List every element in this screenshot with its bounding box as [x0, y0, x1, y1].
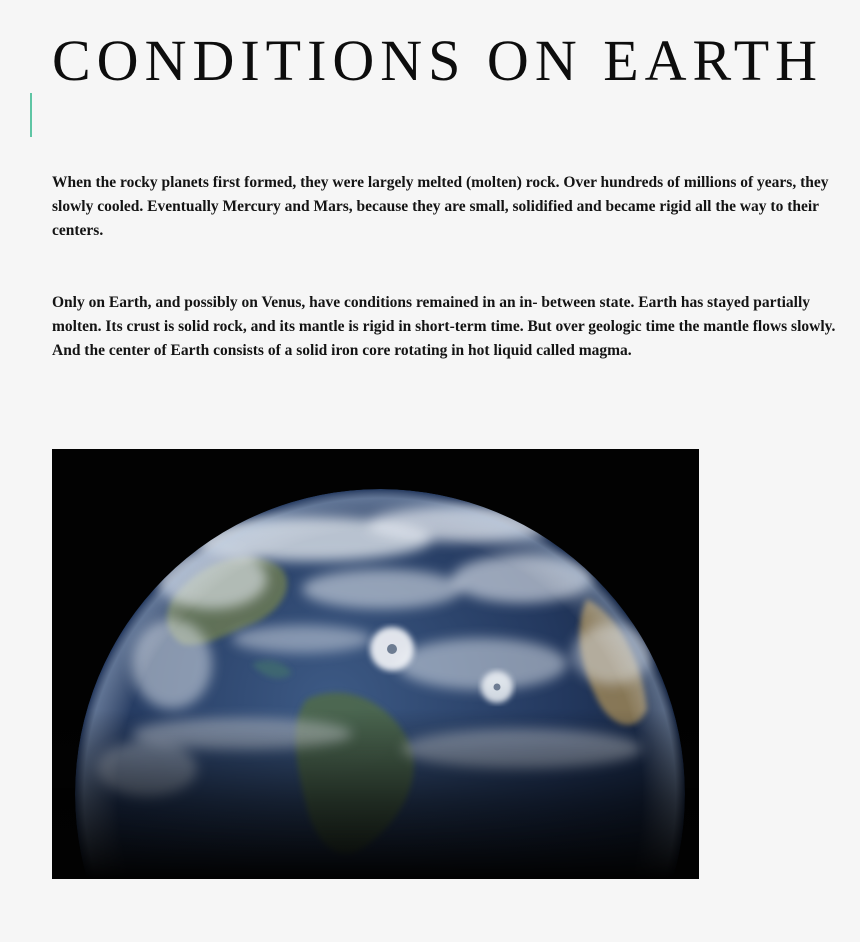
earth-photo: [52, 449, 699, 879]
earth-illustration: [52, 449, 699, 879]
paragraph-earth-conditions: Only on Earth, and possibly on Venus, have conditions remained in an in- between state. Earth has stayed partially molten. Its crust is solid rock, and its mantle is rigid in short-term time. But over geologic time the mantle flows slowly. And the center of Earth consists of a solid iron core rotating in hot liquid called magma.: [52, 294, 836, 359]
accent-bar: [30, 93, 32, 137]
paragraph-molten-planets: When the rocky planets first formed, they were largely melted (molten) rock. Over hundreds of millions of years, they slowly cooled. Eventually Mercury and Mars, because they are small, solidified and became rigid all the way to their centers.: [52, 174, 829, 239]
slide-title: CONDITIONS ON EARTH: [52, 28, 824, 93]
